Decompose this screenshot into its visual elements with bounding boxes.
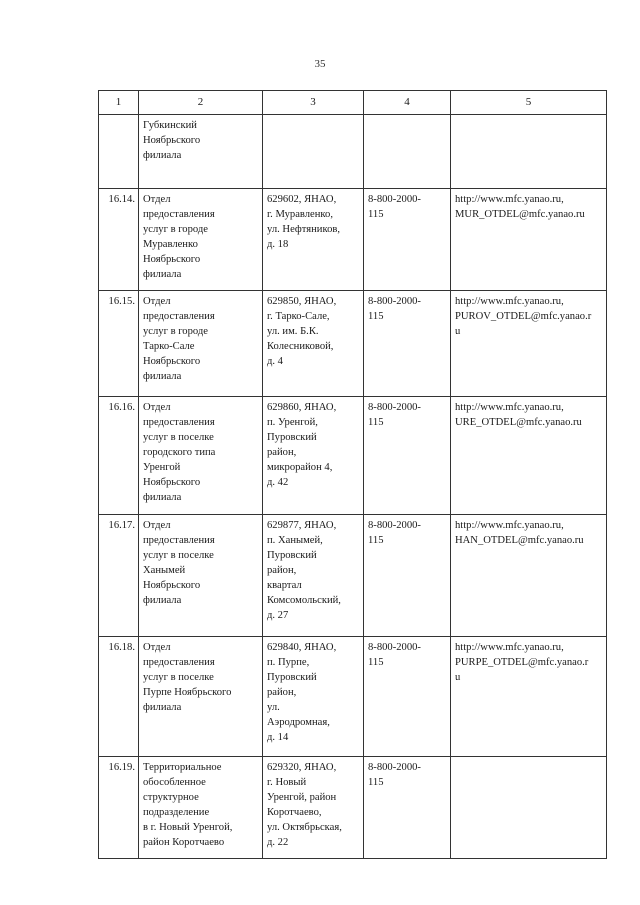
row-name-text: Территориальное обособленное структурное подразделение в г. Новый Уренгой, район Коротчаево <box>143 762 233 848</box>
column-header-address: 3 <box>263 91 364 115</box>
branch-registry-table <box>98 90 607 859</box>
row-phone-text: 8-800-2000- 115 <box>368 642 421 668</box>
row-number-cell: 16.19. <box>99 757 139 859</box>
row-name-text: Отдел предоставления услуг в поселке городского типа Уренгой Ноябрьского филиала <box>143 402 216 503</box>
table-row <box>99 291 607 397</box>
table-row <box>99 515 607 637</box>
row-name-cell <box>139 757 263 859</box>
row-contacts-text: http://www.mfc.yanao.ru, URE_OTDEL@mfc.yanao.ru <box>455 402 582 428</box>
row-name-cell <box>139 291 263 397</box>
column-header-number: 1 <box>99 91 139 115</box>
row-phone-cell <box>364 291 451 397</box>
row-contacts-text: http://www.mfc.yanao.ru, HAN_OTDEL@mfc.yanao.ru <box>455 520 584 546</box>
row-address-cell <box>263 515 364 637</box>
row-number-cell: 16.15. <box>99 291 139 397</box>
row-address-text: 629602, ЯНАО, г. Муравленко, ул. Нефтяников, д. 18 <box>267 194 341 250</box>
row-name-text: Отдел предоставления услуг в поселке Ханымей Ноябрьского филиала <box>143 520 215 606</box>
row-number-cell: 16.16. <box>99 397 139 515</box>
row-phone-cell <box>364 757 451 859</box>
row-contacts-cell <box>451 397 607 515</box>
row-address-text: 629320, ЯНАО, г. Новый Уренгой, район Коротчаево, ул. Октябрьская, д. 22 <box>267 762 342 848</box>
row-contacts-cell <box>451 291 607 397</box>
row-address-text: 629860, ЯНАО, п. Уренгой, Пуровский район, микрорайон 4, д. 42 <box>267 402 337 488</box>
table-row <box>99 189 607 291</box>
row-phone-cell <box>364 637 451 757</box>
column-header-contacts: 5 <box>451 91 607 115</box>
row-name-cell <box>139 397 263 515</box>
row-address-text: 629877, ЯНАО, п. Ханымей, Пуровский район, квартал Комсомольский, д. 27 <box>267 520 341 621</box>
header-row <box>99 91 607 115</box>
row-address-cell <box>263 637 364 757</box>
row-address-cell <box>263 757 364 859</box>
row-name-text: Губкинский Ноябрьского филиала <box>143 120 201 161</box>
row-address-cell <box>263 189 364 291</box>
row-phone-text: 8-800-2000- 115 <box>368 402 421 428</box>
table-row-continuation <box>99 115 607 189</box>
row-name-cell <box>139 115 263 189</box>
page-number: 35 <box>314 58 326 70</box>
row-contacts-cell <box>451 637 607 757</box>
row-name-text: Отдел предоставления услуг в городе Муравленко Ноябрьского филиала <box>143 194 215 280</box>
row-contacts-cell <box>451 757 607 859</box>
row-address-cell <box>263 291 364 397</box>
row-phone-text: 8-800-2000- 115 <box>368 520 421 546</box>
row-number-cell <box>99 115 139 189</box>
row-address-text: 629850, ЯНАО, г. Тарко-Сале, ул. им. Б.К. Колесниковой, д. 4 <box>267 296 337 367</box>
row-name-text: Отдел предоставления услуг в городе Тарко-Сале Ноябрьского филиала <box>143 296 215 382</box>
row-number-cell: 16.18. <box>99 637 139 757</box>
row-name-cell <box>139 637 263 757</box>
row-contacts-text: http://www.mfc.yanao.ru, PURPE_OTDEL@mfc.yanao.r u <box>455 642 589 683</box>
table-row <box>99 397 607 515</box>
row-name-cell <box>139 515 263 637</box>
row-contacts-cell <box>451 515 607 637</box>
row-name-cell <box>139 189 263 291</box>
row-phone-text: 8-800-2000- 115 <box>368 762 421 788</box>
row-phone-cell <box>364 515 451 637</box>
row-address-cell <box>263 397 364 515</box>
column-header-phone: 4 <box>364 91 451 115</box>
row-contacts-cell <box>451 115 607 189</box>
row-contacts-cell <box>451 189 607 291</box>
row-contacts-text: http://www.mfc.yanao.ru, MUR_OTDEL@mfc.yanao.ru <box>455 194 585 220</box>
column-header-name: 2 <box>139 91 263 115</box>
row-phone-cell <box>364 397 451 515</box>
row-number-cell: 16.17. <box>99 515 139 637</box>
row-name-text: Отдел предоставления услуг в поселке Пурпе Ноябрьского филиала <box>143 642 232 713</box>
table-row <box>99 637 607 757</box>
row-contacts-text: http://www.mfc.yanao.ru, PUROV_OTDEL@mfc.yanao.r u <box>455 296 592 337</box>
row-phone-cell <box>364 189 451 291</box>
row-phone-text: 8-800-2000- 115 <box>368 194 421 220</box>
row-address-cell <box>263 115 364 189</box>
table-row <box>99 757 607 859</box>
row-phone-cell <box>364 115 451 189</box>
row-phone-text: 8-800-2000- 115 <box>368 296 421 322</box>
row-number-cell: 16.14. <box>99 189 139 291</box>
row-address-text: 629840, ЯНАО, п. Пурпе, Пуровский район, ул. Аэродромная, д. 14 <box>267 642 337 743</box>
